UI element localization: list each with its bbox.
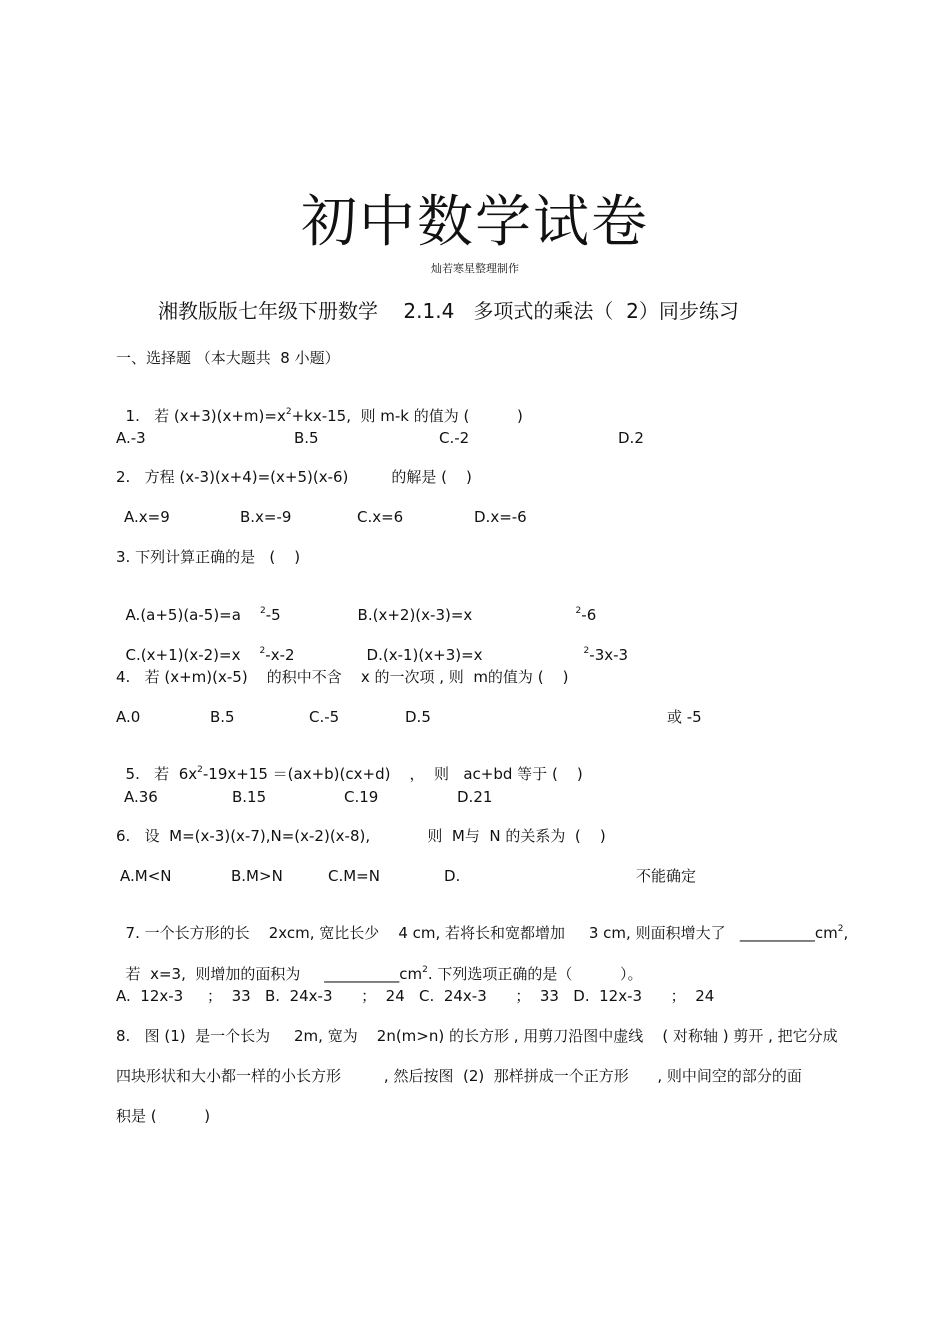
q3-a-sup: 2: [260, 606, 266, 616]
question-1: [116, 389, 523, 428]
q3-a-text: A.(a+5)(a-5)=a: [125, 606, 241, 624]
q5-option-a: A.36: [124, 788, 158, 806]
q7-line1-text: 7. 一个长方形的长 2xcm, 宽比长少 4 cm, 若将长和宽都增加 3 cm, 则面积增大了 __________cm: [125, 924, 838, 942]
q6-option-d-tail: 不能确定: [636, 867, 697, 885]
q1-stem-a: 1. 若 (x+3)(x+m)=x: [125, 407, 286, 425]
q1-option-b: B.5: [294, 429, 319, 447]
q4-option-d-tail: 或 -5: [667, 708, 702, 726]
q2-option-a: A.x=9: [124, 508, 170, 526]
question-3: 3. 下列计算正确的是 ( ): [116, 548, 301, 566]
q7-options: A. 12x-3 ； 33 B. 24x-3 ； 24 C. 24x-3 ； 33 D. 12x-3 ； 24: [116, 987, 715, 1005]
q3-b-tail: -6: [581, 606, 597, 624]
exercise-subtitle: 湘教版版七年级下册数学 2.1.4 多项式的乘法（ 2）同步练习: [158, 299, 739, 323]
q5-stem-a: 5. 若 6x: [125, 765, 198, 783]
q3-option-d: [357, 628, 483, 664]
q3-option-b-tail: [566, 588, 596, 627]
q3-d-tail: -3x-3: [589, 646, 629, 664]
q1-option-c: C.-2: [439, 429, 470, 447]
q3-d-text: D.(x-1)(x+3)=x: [366, 646, 483, 664]
q5-option-d: D.21: [457, 788, 493, 806]
question-7-line-2: [116, 947, 643, 986]
q3-c-text: C.(x+1)(x-2)=x: [125, 646, 241, 664]
q2-option-b: B.x=-9: [240, 508, 292, 526]
q7-line2-tail: . 下列选项正确的是（ ）。: [427, 965, 643, 983]
q5-option-c: C.19: [344, 788, 379, 806]
q4-option-d: D.5: [405, 708, 431, 726]
q1-sup: 2: [285, 407, 292, 417]
q6-option-d: D.: [444, 867, 461, 885]
q4-option-a: A.0: [116, 708, 141, 726]
question-8-line-1: 8. 图 (1) 是一个长为 2m, 宽为 2n(m>n) 的长方形 , 用剪刀沿图中虚线 ( 对称轴 ) 剪开 , 把它分成: [116, 1027, 838, 1045]
q6-option-b: B.M>N: [231, 867, 283, 885]
q4-option-b: B.5: [210, 708, 235, 726]
q3-option-b: [348, 588, 472, 624]
author-line: 灿若寒星整理制作: [431, 262, 519, 275]
q2-option-c: C.x=6: [357, 508, 404, 526]
q3-option-a: [116, 588, 281, 627]
q4-option-c: C.-5: [309, 708, 340, 726]
q3-option-d-tail: [574, 628, 628, 667]
q1-option-a: A.-3: [116, 429, 146, 447]
section-heading: 一、选择题 （本大题共 8 小题）: [116, 349, 340, 367]
question-6: 6. 设 M=(x-3)(x-7),N=(x-2)(x-8), 则 M与 N 的关系为 ( ): [116, 827, 606, 845]
q1-option-d: D.2: [618, 429, 644, 447]
q7-line2-text: 若 x=3, 则增加的面积为 __________cm: [125, 965, 423, 983]
page-title: 初中数学试卷: [301, 190, 649, 255]
q3-b-sup: 2: [575, 606, 582, 616]
q1-stem-b: +kx-15, 则 m-k 的值为 ( ): [291, 407, 523, 425]
q3-c-sup: 2: [259, 646, 266, 656]
question-4: 4. 若 (x+m)(x-5) 的积中不含 x 的一次项 , 则 m的值为 ( ): [116, 668, 569, 686]
q3-b-text: B.(x+2)(x-3)=x: [357, 606, 473, 624]
q5-option-b: B.15: [232, 788, 267, 806]
q3-option-c: [116, 628, 295, 667]
q6-option-c: C.M=N: [328, 867, 380, 885]
question-2: 2. 方程 (x-3)(x+4)=(x+5)(x-6) 的解是 ( ): [116, 468, 472, 486]
question-7-line-1: [116, 906, 848, 945]
q6-option-a: A.M<N: [120, 867, 172, 885]
q2-option-d: D.x=-6: [474, 508, 527, 526]
q5-sup: 2: [197, 765, 203, 775]
q7-line2-sup: 2: [422, 965, 428, 975]
question-8-line-2: 四块形状和大小都一样的小长方形 , 然后按图 (2) 那样拼成一个正方形 , 则中间空的部分的面: [116, 1067, 802, 1085]
q3-a-tail: -5: [265, 606, 281, 624]
question-8-line-3: 积是 ( ): [116, 1107, 211, 1125]
question-5: [116, 747, 583, 786]
q7-line1-sup: 2: [837, 924, 844, 934]
q7-line1-tail: ,: [843, 924, 849, 942]
q5-stem-b: -19x+15 ＝(ax+b)(cx+d) ， 则 ac+bd 等于 ( ): [202, 765, 583, 783]
q3-d-sup: 2: [583, 646, 590, 656]
q3-c-tail: -x-2: [265, 646, 295, 664]
